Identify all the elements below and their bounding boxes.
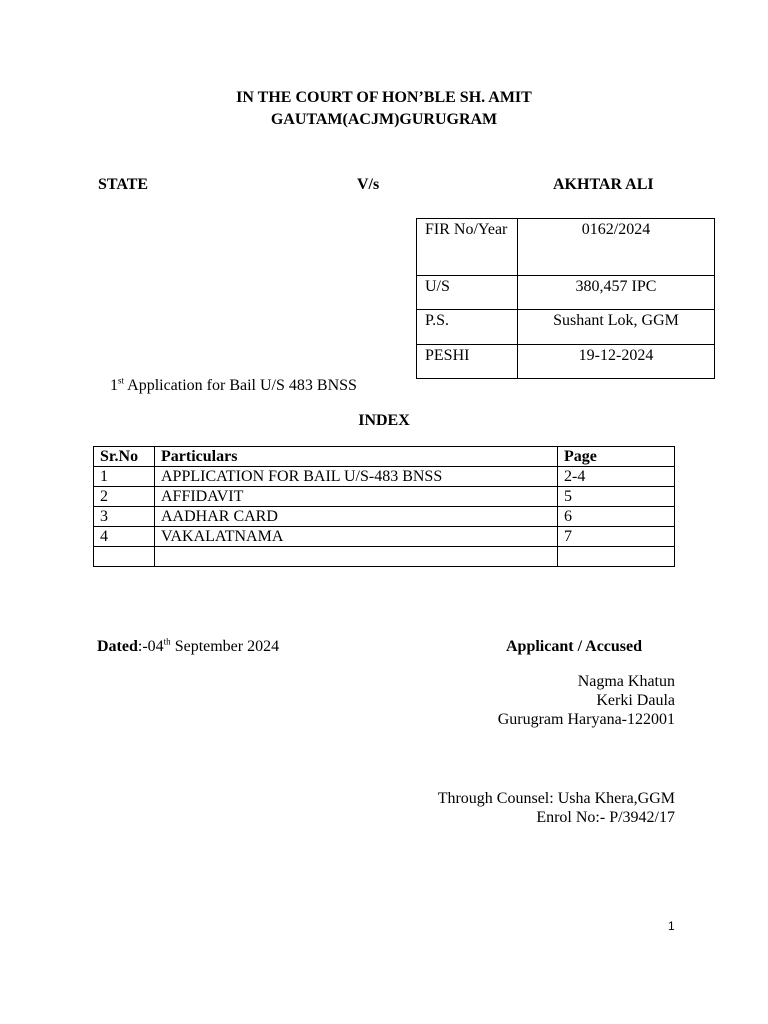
counsel-enrol: Enrol No:- P/3942/17 [536,809,675,826]
index-header-row [94,447,675,467]
index-cell-page [558,547,675,567]
index-cell-page: 7 [558,527,675,547]
index-table [93,446,675,567]
index-cell-srno: 3 [94,507,155,527]
table-row [94,527,675,547]
index-cell-particulars: AFFIDAVIT [155,487,558,507]
index-heading: INDEX [358,412,410,429]
court-title-line-1: IN THE COURT OF HON’BLE SH. AMIT [236,89,532,106]
dated-line [97,638,279,656]
index-cell-srno: 4 [94,527,155,547]
case-row-us [417,276,715,310]
application-ordinal-suffix: st [118,375,125,386]
dated-rest: September 2024 [170,638,280,655]
party-state: STATE [98,176,149,193]
table-row [94,547,675,567]
application-title [110,377,357,395]
index-header-page: Page [558,447,675,467]
index-header-particulars: Particulars [155,447,558,467]
versus-label: V/s [357,176,380,193]
case-row-peshi [417,345,715,379]
counsel-name: Through Counsel: Usha Khera,GGM [437,790,675,807]
case-value: 19-12-2024 [518,345,715,379]
case-value: 0162/2024 [518,219,715,276]
court-title-line-2: GAUTAM(ACJM)GURUGRAM [270,111,498,128]
case-value: Sushant Lok, GGM [518,310,715,345]
index-cell-particulars: APPLICATION FOR BAIL U/S-483 BNSS [155,467,558,487]
table-row [94,467,675,487]
applicant-name: Nagma Khatun [577,673,675,690]
party-accused: AKHTAR ALI [553,176,654,193]
case-row-ps [417,310,715,345]
index-cell-srno: 1 [94,467,155,487]
applicant-address-1: Kerki Daula [596,692,675,709]
case-label: FIR No/Year [417,219,518,276]
applicant-address-2: Gurugram Haryana-122001 [497,711,675,728]
case-value: 380,457 IPC [518,276,715,310]
table-row [94,507,675,527]
application-text: Application for Bail U/S 483 BNSS [124,377,357,394]
index-cell-srno [94,547,155,567]
table-row [94,487,675,507]
index-cell-srno: 2 [94,487,155,507]
case-label: U/S [417,276,518,310]
index-cell-page: 6 [558,507,675,527]
application-ordinal: 1 [110,377,118,394]
index-cell-particulars: VAKALATNAMA [155,527,558,547]
case-details-table [416,218,715,379]
case-row-fir [417,219,715,276]
case-label: P.S. [417,310,518,345]
case-label: PESHI [417,345,518,379]
index-cell-particulars: AADHAR CARD [155,507,558,527]
page-number: 1 [668,919,675,933]
applicant-heading: Applicant / Accused [506,638,643,655]
dated-prefix: :-04 [137,638,164,655]
index-header-srno: Sr.No [94,447,155,467]
index-cell-page: 5 [558,487,675,507]
dated-label: Dated [97,638,138,655]
index-cell-particulars [155,547,558,567]
dated-suffix: th [163,636,171,647]
index-cell-page: 2-4 [558,467,675,487]
